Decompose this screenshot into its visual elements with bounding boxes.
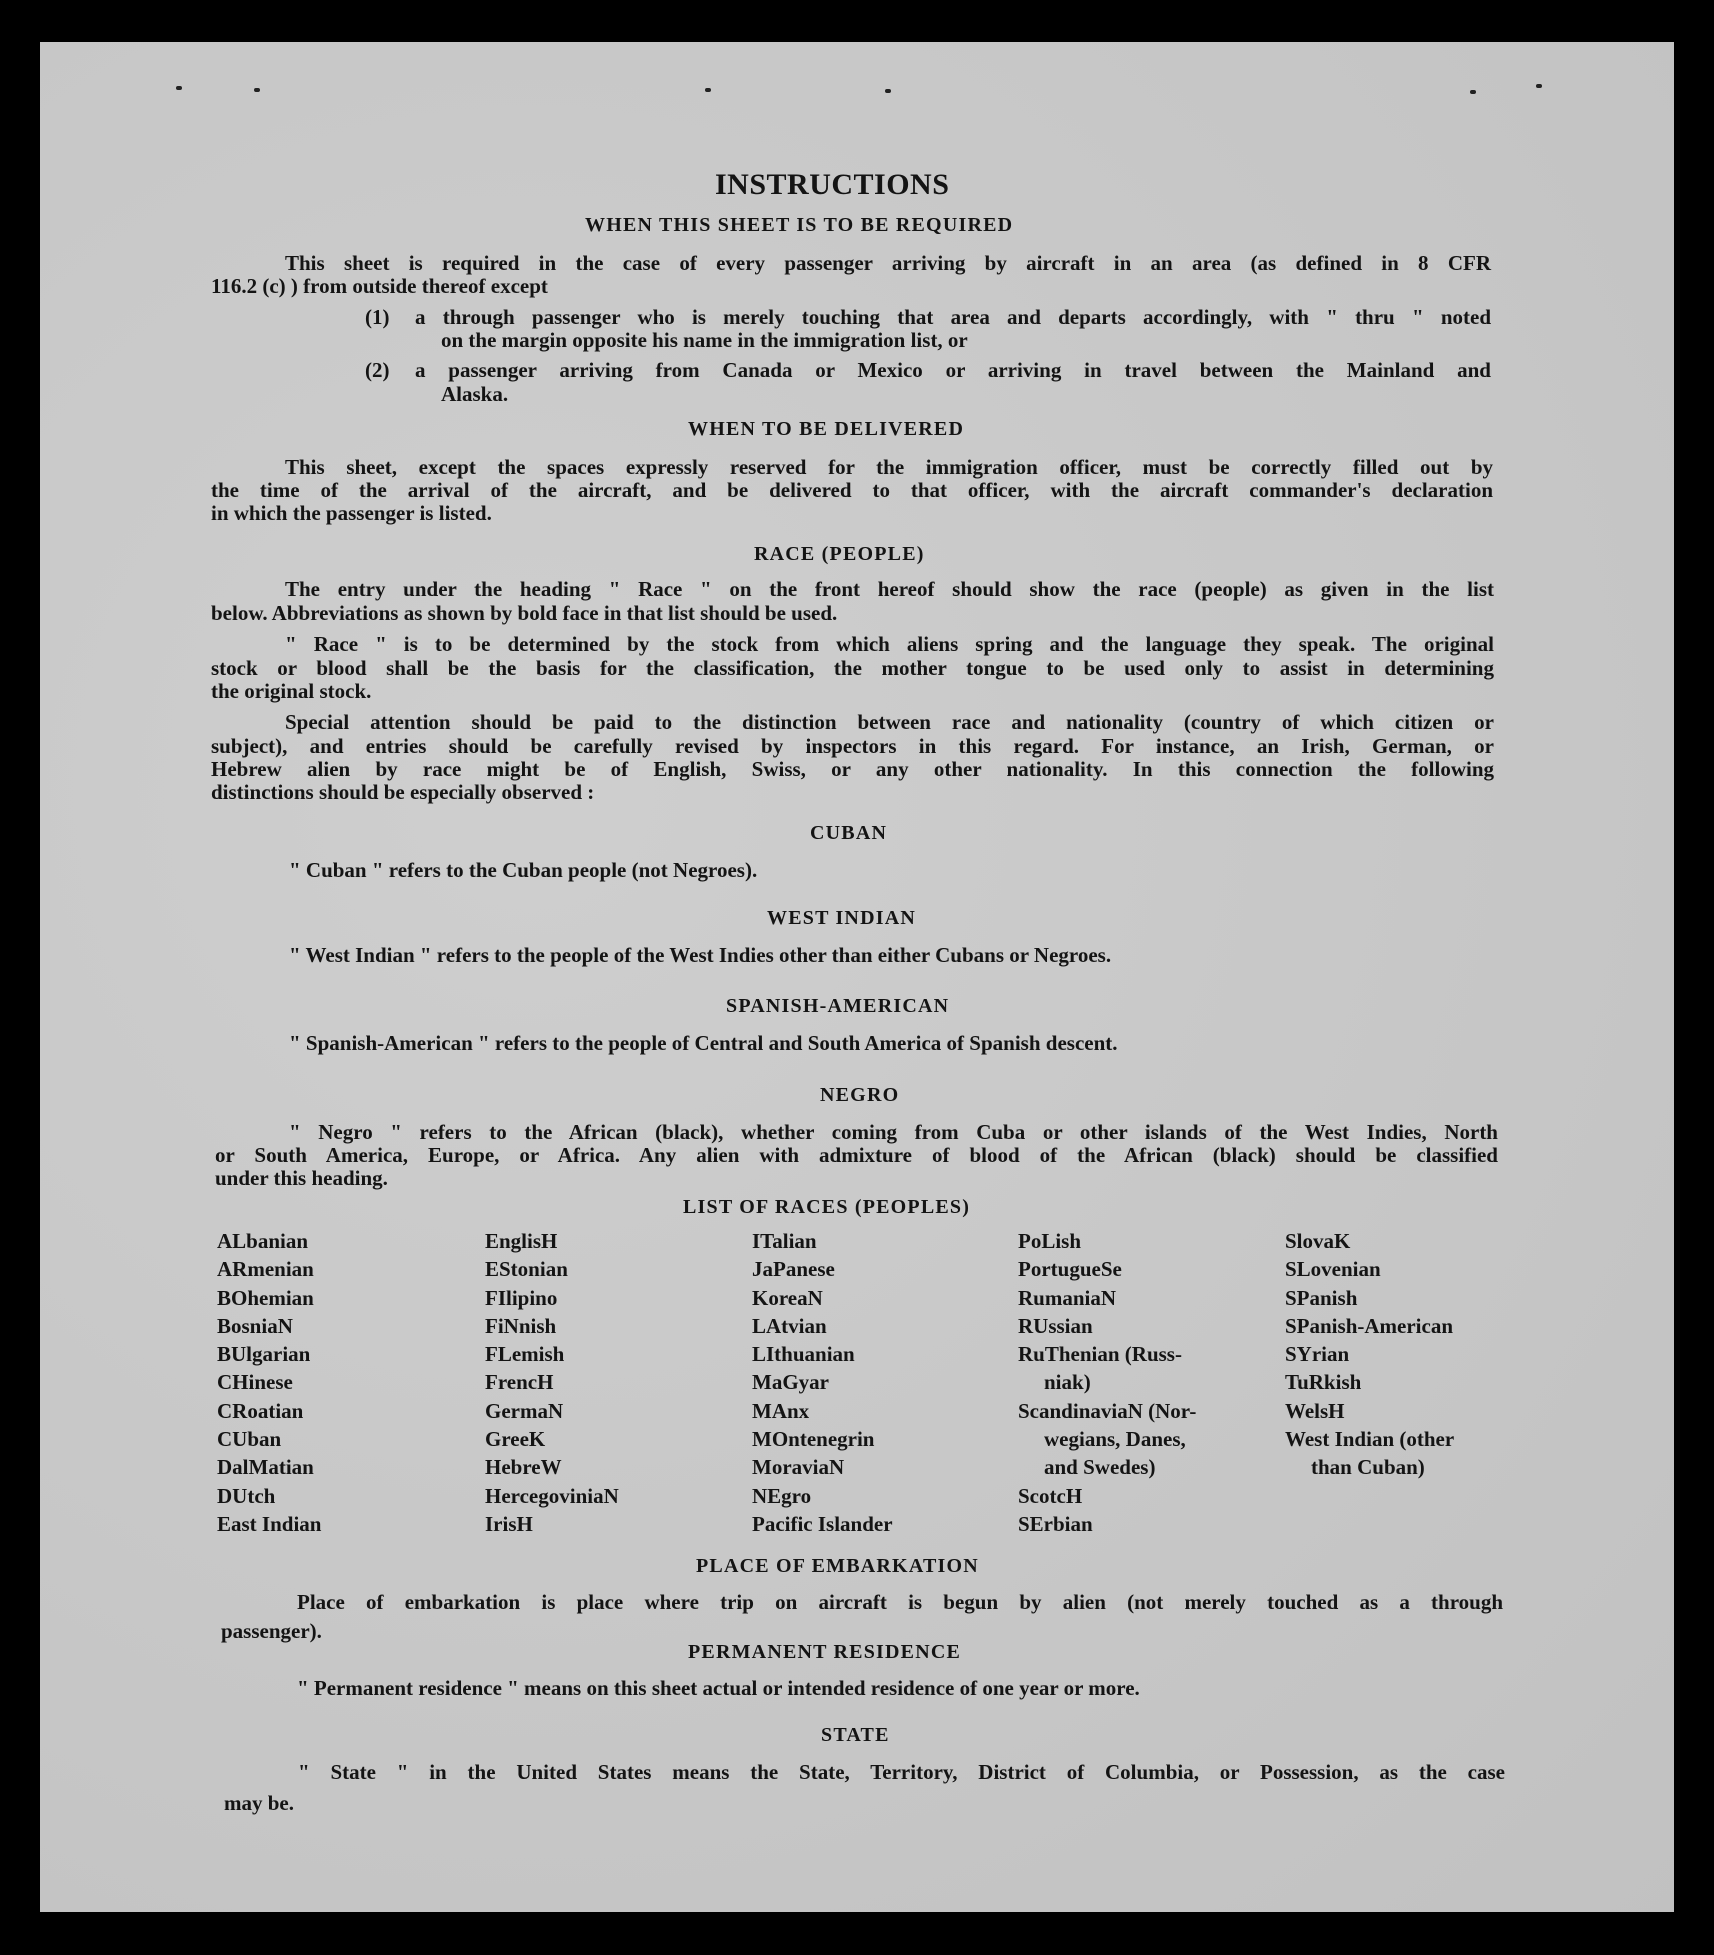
race-p2-line-3: the original stock.: [211, 679, 372, 703]
race-list-item: RUssian: [1018, 1313, 1093, 1338]
spanish-american-text: " Spanish-American " refers to the people of Central and South America of Spanish descent.: [289, 1031, 1118, 1055]
heading-race: RACE (PEOPLE): [754, 543, 925, 565]
race-list-item: MAnx: [752, 1398, 810, 1423]
exception-2-number: (2): [365, 358, 390, 382]
speck: [705, 88, 711, 92]
heading-when-delivered: WHEN TO BE DELIVERED: [688, 418, 965, 440]
race-list-item: EnglisH: [485, 1229, 558, 1253]
heading-list-of-races: LIST OF RACES (PEOPLES): [683, 1196, 971, 1218]
race-list-item: DalMatian: [217, 1455, 314, 1480]
exception-2-line-2: Alaska.: [441, 382, 509, 406]
race-list-item: than Cuban): [1311, 1455, 1425, 1480]
embarkation-line-2: passenger).: [221, 1619, 322, 1643]
race-list-item: KoreaN: [752, 1285, 823, 1310]
race-p2-line-1: " Race " is to be determined by the stock from which aliens spring and the language they speak. The original: [285, 632, 1494, 656]
race-list-item: East Indian: [217, 1511, 322, 1536]
race-list-item: Pacific Islander: [752, 1511, 893, 1536]
heading-when-required: WHEN THIS SHEET IS TO BE REQUIRED: [585, 214, 1014, 236]
race-list-item: MaGyar: [752, 1370, 829, 1395]
race-p2-line-2: stock or blood shall be the basis for the classification, the mother tongue to be used only to assist in determining: [211, 656, 1494, 680]
heading-cuban: CUBAN: [810, 822, 888, 844]
embarkation-line-1: Place of embarkation is place where trip on aircraft is begun by alien (not merely touched as a through: [297, 1590, 1503, 1614]
race-list-item: SErbian: [1018, 1511, 1093, 1536]
race-list-item: BosniaN: [217, 1313, 293, 1338]
heading-negro: NEGRO: [820, 1084, 900, 1106]
race-list-item: wegians, Danes,: [1044, 1427, 1186, 1452]
race-list-item: FIlipino: [485, 1285, 558, 1310]
heading-spanish-american: SPANISH-AMERICAN: [726, 995, 950, 1017]
race-list-item: MoraviaN: [752, 1455, 845, 1480]
race-list-item: SlovaK: [1285, 1229, 1351, 1253]
race-list-column-2: [485, 1227, 619, 1538]
race-list-item: ARmenian: [217, 1257, 314, 1282]
heading-state: STATE: [821, 1724, 890, 1746]
race-list-item: FiNnish: [485, 1313, 557, 1338]
race-list-item: SYrian: [1285, 1342, 1350, 1367]
race-list-item: JaPanese: [752, 1257, 835, 1282]
exception-1-line-2: on the margin opposite his name in the immigration list, or: [441, 328, 968, 352]
race-p1-line-2: below. Abbreviations as shown by bold face in that list should be used.: [211, 601, 838, 625]
race-list-item: EStonian: [485, 1257, 568, 1282]
race-list-item: SPanish-American: [1285, 1313, 1453, 1338]
race-list-item: FLemish: [485, 1342, 565, 1367]
race-p3-line-2: subject), and entries should be carefully revised by inspectors in this regard. For instance, an Irish, German, or: [211, 734, 1494, 758]
race-list-item: RuThenian (Russ-: [1018, 1342, 1182, 1367]
race-list-item: WelsH: [1285, 1398, 1345, 1423]
required-line-2: 116.2 (c) ) from outside thereof except: [211, 274, 548, 298]
race-list-item: HebreW: [485, 1455, 562, 1480]
race-list-item: HercegoviniaN: [485, 1483, 619, 1508]
delivered-line-2: the time of the arrival of the aircraft, and be delivered to that officer, with the aircraft commander's declaration: [211, 478, 1493, 502]
race-list-item: MOntenegrin: [752, 1427, 875, 1452]
race-list-item: DUtch: [217, 1483, 276, 1508]
race-list-item: ITalian: [752, 1229, 817, 1253]
race-list-item: LIthuanian: [752, 1342, 855, 1367]
delivered-line-3: in which the passenger is listed.: [211, 501, 492, 525]
negro-line-1: " Negro " refers to the African (black), whether coming from Cuba or other islands of the West Indies, North: [289, 1120, 1498, 1144]
exception-2-line-1: a passenger arriving from Canada or Mexico or arriving in travel between the Mainland and: [415, 358, 1491, 382]
heading-permanent-residence: PERMANENT RESIDENCE: [688, 1641, 962, 1663]
race-list-column-5: [1285, 1227, 1454, 1482]
race-list-item: RumaniaN: [1018, 1285, 1117, 1310]
race-p1-line-1: The entry under the heading " Race " on the front hereof should show the race (people) as given in the list: [285, 577, 1494, 601]
race-list-column-4: [1018, 1227, 1196, 1538]
west-indian-text: " West Indian " refers to the people of the West Indies other than either Cubans or Negroes.: [289, 943, 1112, 967]
speck: [176, 86, 182, 90]
exception-1-line-1: a through passenger who is merely touching that area and departs accordingly, with " thru " noted: [415, 305, 1491, 329]
race-p3-line-4: distinctions should be especially observed :: [211, 780, 595, 804]
race-list-column-1: [217, 1227, 321, 1538]
heading-place-of-embarkation: PLACE OF EMBARKATION: [696, 1555, 979, 1577]
delivered-line-1: This sheet, except the spaces expressly reserved for the immigration officer, must be correctly filled out by: [285, 455, 1493, 479]
race-list-item: SLovenian: [1285, 1257, 1381, 1282]
heading-west-indian: WEST INDIAN: [767, 907, 916, 929]
race-list-item: LAtvian: [752, 1313, 827, 1338]
speck: [254, 88, 260, 92]
speck: [1470, 90, 1476, 94]
race-p3-line-1: Special attention should be paid to the distinction between race and nationality (country of which citizen or: [285, 710, 1494, 734]
race-list-item: niak): [1044, 1370, 1091, 1395]
race-list-item: NEgro: [752, 1483, 812, 1508]
race-list-item: BOhemian: [217, 1285, 314, 1310]
race-list-item: and Swedes): [1044, 1455, 1156, 1480]
race-list-item: ScandinaviaN (Nor-: [1018, 1398, 1197, 1423]
race-list-item: FrencH: [485, 1370, 554, 1395]
race-list-item: TuRkish: [1285, 1370, 1362, 1395]
race-list-item: PoLish: [1018, 1229, 1082, 1253]
race-list-item: CRoatian: [217, 1398, 304, 1423]
race-list-item: West Indian (other: [1285, 1427, 1455, 1452]
race-list-item: PortugueSe: [1018, 1257, 1122, 1282]
state-line-1: " State " in the United States means the State, Territory, District of Columbia, or Possession, as the case: [298, 1760, 1505, 1784]
race-p3-line-3: Hebrew alien by race might be of English, Swiss, or any other nationality. In this connection the following: [211, 757, 1494, 781]
race-list-item: GermaN: [485, 1398, 564, 1423]
speck: [1536, 84, 1542, 88]
race-list-item: BUlgarian: [217, 1342, 311, 1367]
race-list-item: GreeK: [485, 1427, 546, 1452]
negro-line-3: under this heading.: [215, 1166, 388, 1190]
state-line-2: may be.: [224, 1791, 294, 1815]
race-list-item: ScotcH: [1018, 1483, 1083, 1508]
race-list-item: IrisH: [485, 1511, 533, 1536]
negro-line-2: or South America, Europe, or Africa. Any alien with admixture of blood of the African (black) should be classified: [215, 1143, 1498, 1167]
speck: [885, 89, 891, 93]
required-line-1: This sheet is required in the case of every passenger arriving by aircraft in an area (as defined in 8 CFR: [285, 251, 1491, 275]
cuban-text: " Cuban " refers to the Cuban people (not Negroes).: [289, 858, 758, 882]
race-list-item: CHinese: [217, 1370, 293, 1395]
race-list-item: CUban: [217, 1427, 282, 1452]
residence-text: " Permanent residence " means on this sheet actual or intended residence of one year or more.: [297, 1676, 1140, 1700]
race-list-item: SPanish: [1285, 1285, 1358, 1310]
race-list-column-3: [752, 1227, 893, 1538]
race-list-item: ALbanian: [217, 1229, 309, 1253]
exception-1-number: (1): [365, 305, 390, 329]
page-title: INSTRUCTIONS: [715, 168, 950, 201]
